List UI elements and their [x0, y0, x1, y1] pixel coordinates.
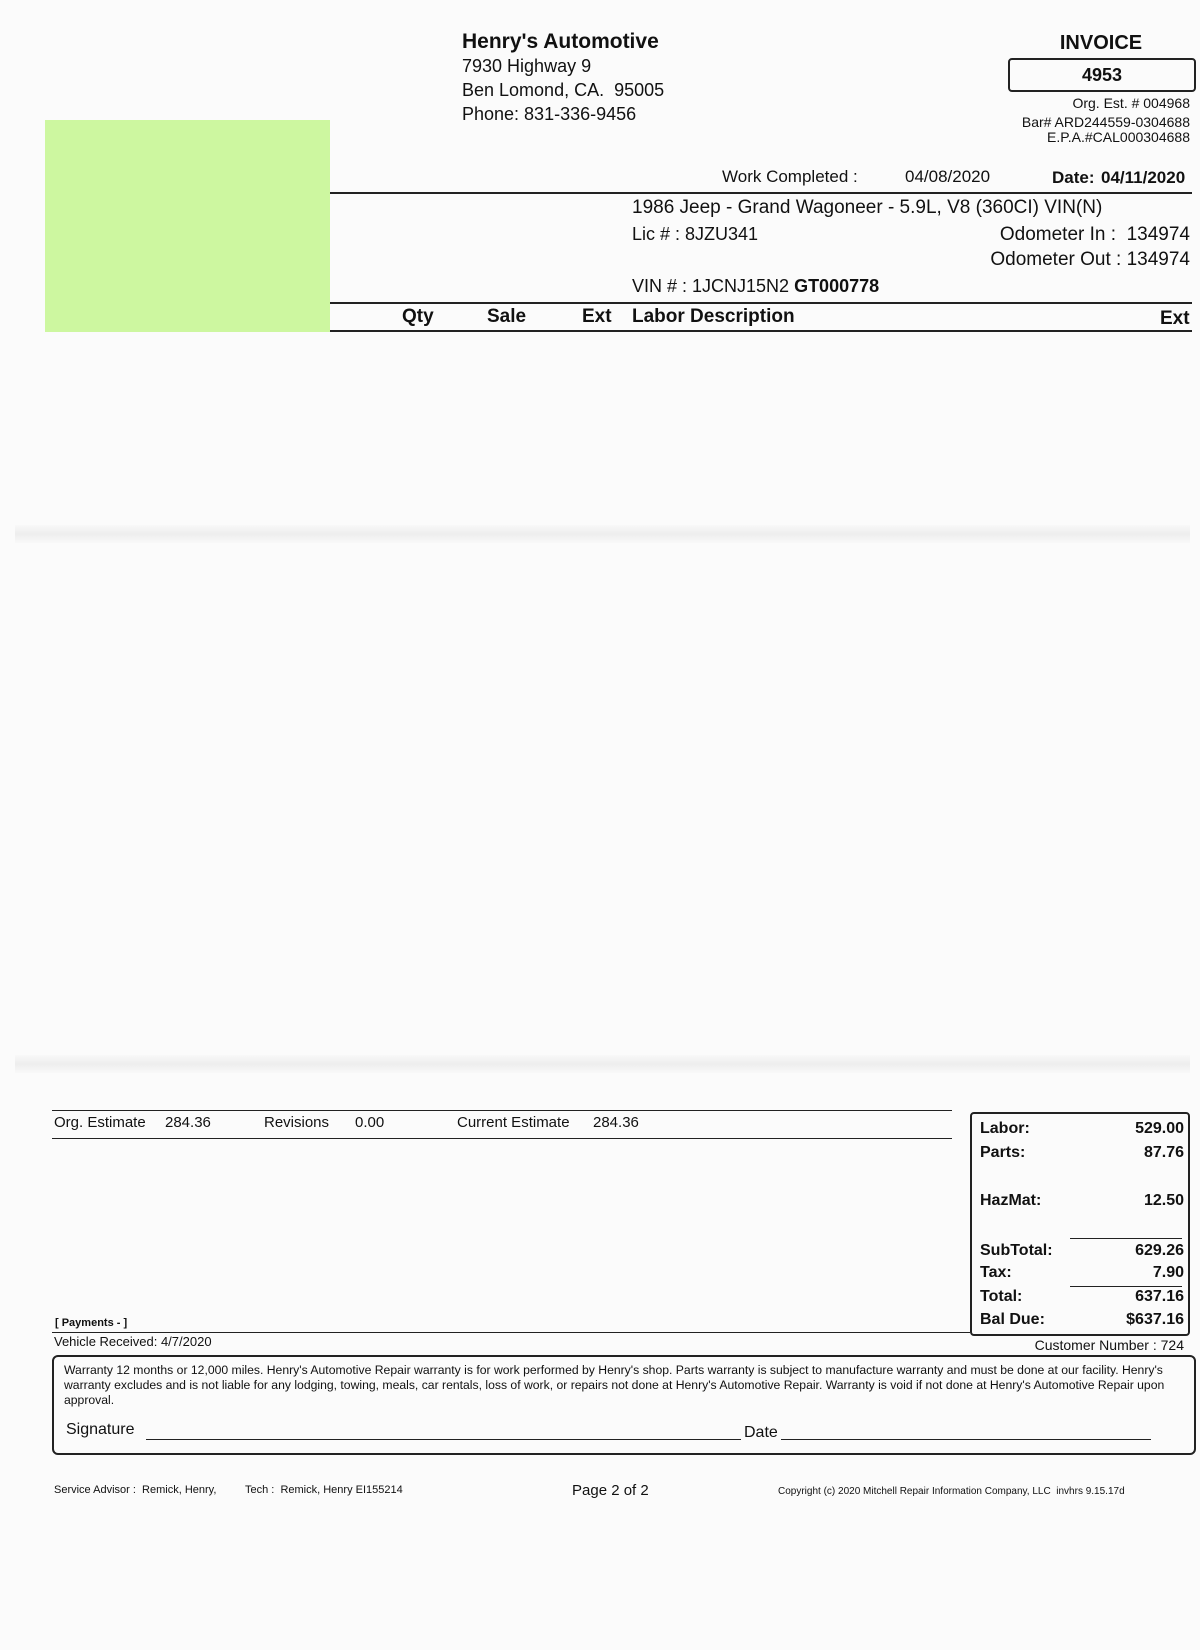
invoice-number-box: [1008, 58, 1196, 92]
tech: Tech : Remick, Henry EI155214: [245, 1484, 403, 1496]
column-sale: Sale: [487, 306, 527, 327]
balance-due-value: $637.16: [1126, 1311, 1184, 1328]
signature-line[interactable]: [146, 1439, 741, 1440]
revisions-value: 0.00: [355, 1114, 385, 1131]
balance-due-label: Bal Due:: [980, 1311, 1045, 1328]
org-estimate-value: 284.36: [165, 1114, 211, 1131]
vin-number: [632, 276, 879, 297]
column-qty: Qty: [402, 306, 434, 327]
labor-value: 529.00: [1135, 1120, 1184, 1137]
invoice-number: 4953: [1081, 65, 1123, 85]
vehicle-received: Vehicle Received: 4/7/2020: [54, 1334, 212, 1349]
shop-address-1: 7930 Highway 9: [462, 56, 592, 76]
epa-number: E.P.A.#CAL000304688: [1047, 129, 1190, 145]
current-estimate-value: 284.36: [593, 1114, 639, 1131]
redaction-sticky-note: [45, 120, 330, 332]
total-rule: [1070, 1286, 1182, 1287]
paper-fold-lower: [15, 1055, 1190, 1073]
column-labor-description: Labor Description: [632, 306, 795, 327]
copyright: Copyright (c) 2020 Mitchell Repair Information Company, LLC invhrs 9.15.17d: [778, 1486, 1125, 1497]
totals-box: [970, 1112, 1190, 1336]
vehicle-description: 1986 Jeep - Grand Wagoneer - 5.9L, V8 (360CI) VIN(N): [632, 197, 1103, 218]
page-number: Page 2 of 2: [572, 1482, 649, 1499]
org-est-number: Org. Est. # 004968: [1072, 95, 1190, 111]
estimate-top-line: [52, 1110, 952, 1111]
parts-label: Parts:: [980, 1144, 1026, 1161]
column-ext: Ext: [582, 306, 612, 327]
shop-address-2: Ben Lomond, CA. 95005: [462, 80, 665, 100]
payments-line: [52, 1332, 970, 1333]
odometer-in: Odometer In : 134974: [999, 224, 1190, 245]
paper-fold-upper: [15, 525, 1190, 543]
subtotal-value: 629.26: [1135, 1242, 1184, 1259]
warranty-text: Warranty 12 months or 12,000 miles. Henry's Automotive Repair warranty is for work performed by Henry's shop. Parts warranty is subject to manufacture warranty and must be done at our facility. Henry's warranty excludes and is not liable for any lodging, towing, meals, car rentals, loss of work, or repairs not done at Henry's Automotive Repair. Warranty is void if not done at Henry's Automotive Repair upon approval.: [64, 1363, 1165, 1407]
vin-prefix: VIN # : 1JCNJ15N2: [632, 276, 795, 296]
invoice-date-label: Date:: [1052, 168, 1095, 187]
org-estimate-label: Org. Estimate: [54, 1114, 146, 1131]
invoice-label: INVOICE: [1059, 32, 1143, 54]
invoice-date: 04/11/2020: [1101, 168, 1186, 187]
parts-value: 87.76: [1143, 1144, 1184, 1161]
column-ext-right: Ext: [1160, 308, 1190, 329]
payments-label: [ Payments - ]: [55, 1317, 128, 1329]
vin-suffix: GT000778: [794, 276, 880, 296]
hazmat-value: 12.50: [1143, 1192, 1184, 1209]
warranty-box: [52, 1355, 1196, 1455]
hazmat-label: HazMat:: [980, 1192, 1042, 1209]
customer-number: Customer Number : 724: [1034, 1337, 1184, 1353]
subtotal-label: SubTotal:: [980, 1242, 1053, 1259]
total-value: 637.16: [1135, 1288, 1184, 1305]
header-divider: [330, 192, 1192, 194]
total-label: Total:: [980, 1288, 1023, 1305]
odometer-out: Odometer Out : 134974: [990, 249, 1190, 270]
work-completed-label: Work Completed :: [722, 167, 858, 186]
revisions-label: Revisions: [264, 1114, 330, 1131]
date-line[interactable]: [781, 1439, 1151, 1440]
service-advisor: Service Advisor : Remick, Henry,: [54, 1484, 217, 1496]
date-label: Date: [744, 1424, 778, 1441]
columns-top-divider: [330, 302, 1192, 304]
current-estimate-label: Current Estimate: [457, 1114, 570, 1131]
columns-bottom-divider: [330, 330, 1192, 332]
work-completed-date: 04/08/2020: [905, 167, 991, 186]
shop-name: Henry's Automotive: [462, 30, 659, 53]
license-number: Lic # : 8JZU341: [632, 224, 759, 244]
shop-phone: Phone: 831-336-9456: [462, 104, 637, 124]
tax-label: Tax:: [980, 1264, 1012, 1281]
tax-value: 7.90: [1152, 1264, 1184, 1281]
subtotal-rule: [1070, 1238, 1182, 1239]
estimate-bottom-line: [52, 1138, 952, 1139]
signature-label: Signature: [66, 1421, 135, 1438]
bar-number: Bar# ARD244559-0304688: [1021, 114, 1190, 130]
labor-label: Labor:: [980, 1120, 1030, 1137]
